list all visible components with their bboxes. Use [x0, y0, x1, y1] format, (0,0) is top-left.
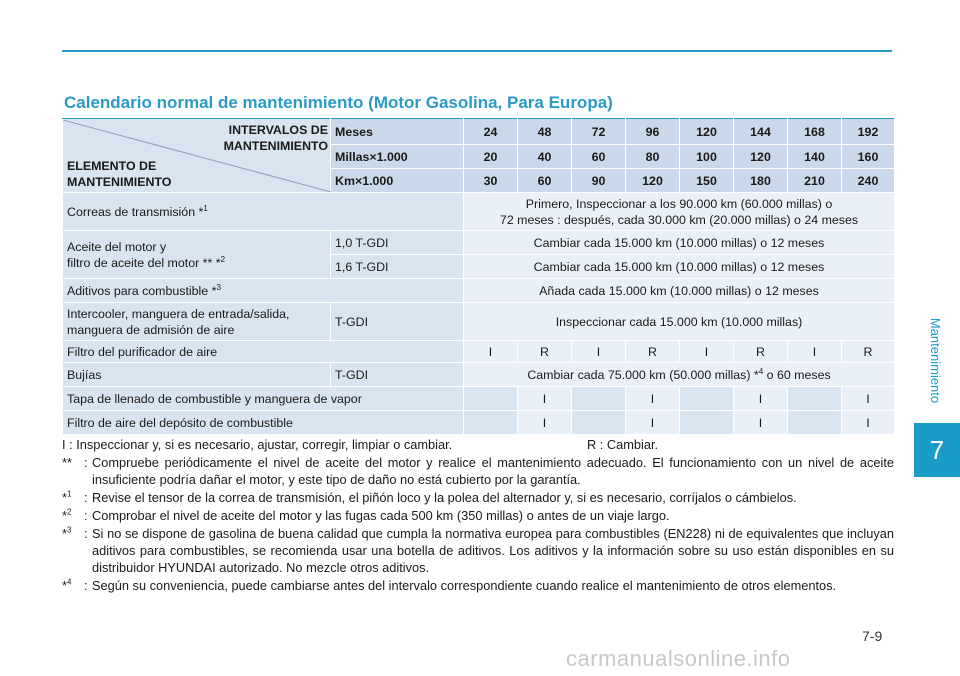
table-row: [63, 279, 895, 303]
item-filtro-aire: Filtro del purificador de aire: [63, 341, 464, 363]
header-label: Meses: [331, 119, 464, 145]
header-cell: 30: [464, 169, 518, 193]
header-cell: 120: [680, 119, 734, 145]
header-cell: 180: [734, 169, 788, 193]
header-cell: 48: [518, 119, 572, 145]
header-cell: 160: [842, 145, 895, 169]
schedule-cell: I: [518, 387, 572, 411]
engine-variant: 1,6 T-GDI: [331, 255, 464, 279]
schedule-cell: R: [842, 341, 895, 363]
footnote: *$^2$ : Comprobar el nivel de aceite del motor y las fugas cada 500 km (350 millas) o antes de un viaje largo.: [62, 507, 670, 523]
schedule-cell: [788, 411, 842, 435]
header-label: Km×1.000: [331, 169, 464, 193]
schedule-cell: I: [518, 411, 572, 435]
page-title: Calendario normal de mantenimiento (Motor Gasolina, Para Europa): [64, 93, 613, 112]
header-cell: 150: [680, 169, 734, 193]
schedule-cell: [464, 387, 518, 411]
header-cell: 80: [626, 145, 680, 169]
item-correas: Correas de transmisión *$^1$: [63, 193, 464, 231]
schedule-cell: I: [464, 341, 518, 363]
schedule-cell: R: [518, 341, 572, 363]
schedule-cell: I: [572, 341, 626, 363]
page-number: 7-9: [862, 628, 883, 644]
header-cell: 96: [626, 119, 680, 145]
item-aditivos: Aditivos para combustible *$^3$: [63, 279, 464, 303]
header-cell: 168: [788, 119, 842, 145]
footnotes: [62, 436, 894, 594]
header-cell: 24: [464, 119, 518, 145]
header-cell: 100: [680, 145, 734, 169]
schedule-cell: I: [734, 411, 788, 435]
schedule-cell: [680, 411, 734, 435]
header-cell: 140: [788, 145, 842, 169]
schedule-cell: I: [842, 387, 895, 411]
side-tab-label: Mantenimiento: [928, 317, 944, 403]
table-row: [63, 341, 895, 363]
header-label: Millas×1.000: [331, 145, 464, 169]
legend-replace: R : Cambiar.: [587, 437, 659, 452]
header-cell: 60: [572, 145, 626, 169]
header-cell: 144: [734, 119, 788, 145]
bujias-interval: Cambiar cada 75.000 km (50.000 millas) *$^4$ o 60 meses: [464, 363, 895, 387]
schedule-cell: I: [788, 341, 842, 363]
table-row: [63, 411, 895, 435]
schedule-cell: I: [842, 411, 895, 435]
chapter-number: 7: [914, 423, 960, 477]
legend: [62, 436, 894, 453]
item-intercooler: Intercooler, manguera de entrada/salida, manguera de admisión de aire: [63, 303, 331, 341]
element-label: ELEMENTO DE MANTENIMIENTO: [67, 158, 172, 189]
item-tapa: Tapa de llenado de combustible y manguera de vapor: [63, 387, 464, 411]
item-bujias: Bujías: [63, 363, 331, 387]
header-cell: 210: [788, 169, 842, 193]
header-cell: 72: [572, 119, 626, 145]
top-rule: [62, 50, 892, 52]
schedule-cell: I: [734, 387, 788, 411]
aditivos-interval: Añada cada 15.000 km (10.000 millas) o 12 meses: [464, 279, 895, 303]
header-corner: [63, 119, 331, 193]
schedule-cell: [680, 387, 734, 411]
engine-variant: T-GDI: [331, 363, 464, 387]
watermark: carmanualsonline.info: [566, 646, 791, 671]
table-row: [63, 193, 895, 231]
table-row: [63, 387, 895, 411]
aceite-interval: Cambiar cada 15.000 km (10.000 millas) o 12 meses: [464, 255, 895, 279]
schedule-cell: [572, 411, 626, 435]
table-row: [63, 231, 895, 255]
intercooler-interval: Inspeccionar cada 15.000 km (10.000 millas): [464, 303, 895, 341]
footnote: *$^1$ : Revise el tensor de la correa de transmisión, el piñón loco y la polea del alternador y, si es necesario, corríjalos o cámbielos.: [62, 489, 797, 505]
engine-variant: T-GDI: [331, 303, 464, 341]
footnote: *$^3$ : Si no se dispone de gasolina de buena calidad que cumpla la normativa europea para combustibles (EN228) ni de equivalentes que incluyan aditivos para combustibles, se recomienda usar una botella de aditivos. Los aditivos y la información sobre su uso están disponibles en su distribuidor HYUNDAI autorizado. No mezcle otros aditivos.: [62, 525, 894, 575]
schedule-cell: R: [734, 341, 788, 363]
schedule-cell: [572, 387, 626, 411]
aceite-interval: Cambiar cada 15.000 km (10.000 millas) o 12 meses: [464, 231, 895, 255]
schedule-cell: I: [626, 387, 680, 411]
header-cell: 192: [842, 119, 895, 145]
footnote: *$^4$ : Según su conveniencia, puede cambiarse antes del intervalo correspondiente cuando realice el mantenimiento de otros elementos.: [62, 577, 837, 593]
engine-variant: 1,0 T-GDI: [331, 231, 464, 255]
item-aceite: Aceite del motor y filtro de aceite del motor ** *$^2$: [63, 231, 331, 279]
header-cell: 240: [842, 169, 895, 193]
maintenance-schedule-table: [62, 118, 895, 435]
header-cell: 60: [518, 169, 572, 193]
header-cell: 120: [734, 145, 788, 169]
header-cell: 20: [464, 145, 518, 169]
table-row: [63, 303, 895, 341]
table-row: [63, 363, 895, 387]
legend-inspect: I : Inspeccionar y, si es necesario, ajustar, corregir, limpiar o cambiar.: [62, 437, 453, 452]
schedule-cell: [464, 411, 518, 435]
schedule-cell: [788, 387, 842, 411]
header-row-months: [63, 119, 895, 145]
intervals-label: INTERVALOS DE MANTENIMIENTO: [223, 122, 328, 153]
schedule-cell: I: [680, 341, 734, 363]
schedule-cell: I: [626, 411, 680, 435]
header-cell: 40: [518, 145, 572, 169]
item-filtro-deposito: Filtro de aire del depósito de combustible: [63, 411, 464, 435]
footnote: ** : Compruebe periódicamente el nivel de aceite del motor y realice el mantenimiento adecuado. El funcionamiento con un nivel de aceite insuficiente podría dañar el motor, y este tipo de daño no está cubierto por la garantía.: [62, 455, 894, 487]
header-cell: 120: [626, 169, 680, 193]
correas-interval: Primero, Inspeccionar a los 90.000 km (60.000 millas) o 72 meses : después, cada 30.000 km (20.000 millas) o 24 meses: [464, 193, 895, 231]
header-cell: 90: [572, 169, 626, 193]
schedule-cell: R: [626, 341, 680, 363]
